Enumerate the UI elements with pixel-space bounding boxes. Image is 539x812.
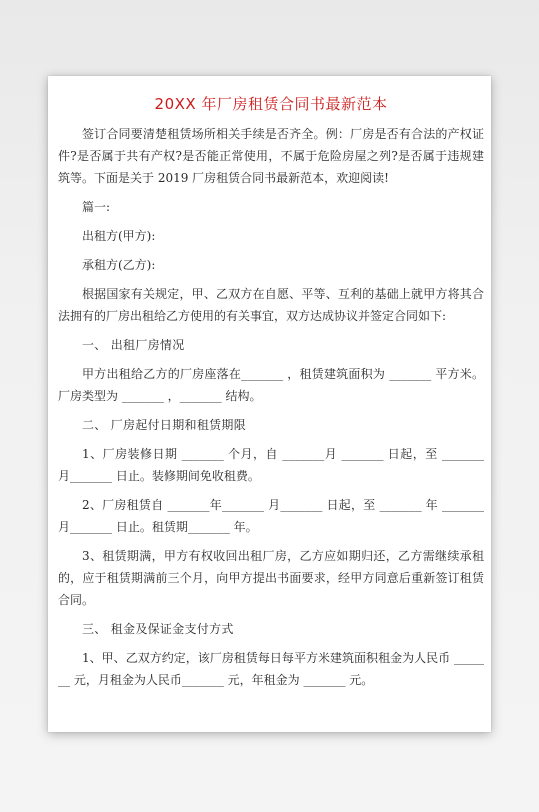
document-page (48, 76, 491, 732)
lessor-field: 出租方(甲方): (82, 229, 156, 243)
document-title: 20XX 年厂房租赁合同书最新范本 (154, 95, 388, 113)
clause-paragraph: 2、厂房租赁自 _______年_______ 月_______ 日起，至 _______ 年 _______ 月_______ 日止。租赁期_______ 年。 (58, 498, 484, 534)
intro-paragraph: 签订合同要清楚租赁场所相关手续是否齐全。例：厂房是否有合法的产权证件?是否属于共有产权?是否能正常使用，不属于危险房屋之列?是否属于违规建筑等。下面是关于 2019 厂房租赁合同书最新范本，欢迎阅读! (58, 127, 484, 185)
clause-paragraph: 1、厂房装修日期 _______ 个月，自 _______月 _______ 日起，至 _______ 月_______ 日止。装修期间免收租费。 (58, 447, 484, 483)
clause-paragraph: 1、甲、乙双方约定，该厂房租赁每日每平方米建筑面积租金为人民币 _______ 元，月租金为人民币_______ 元，年租金为 _______ 元。 (58, 651, 484, 687)
document-content (58, 76, 484, 691)
preamble-paragraph: 根据国家有关规定，甲、乙双方在自愿、平等、互利的基础上就甲方将其合法拥有的厂房出租给乙方使用的有关事宜，双方达成协议并签定合同如下: (58, 287, 484, 323)
clause-paragraph: 甲方出租给乙方的厂房座落在_______ ，租赁建筑面积为 _______ 平方米。厂房类型为 _______ ，_______ 结构。 (58, 367, 484, 403)
clause-paragraph: 3、租赁期满，甲方有权收回出租厂房，乙方应如期归还，乙方需继续承租的，应于租赁期满前三个月，向甲方提出书面要求，经甲方同意后重新签订租赁合同。 (58, 549, 484, 607)
clause-heading: 二、 厂房起付日期和租赁期限 (82, 418, 247, 432)
section-label: 篇一: (82, 200, 111, 214)
lessee-field: 承租方(乙方): (82, 258, 156, 272)
clause-heading: 三、 租金及保证金支付方式 (82, 622, 234, 636)
clause-heading: 一、 出租厂房情况 (82, 338, 185, 352)
